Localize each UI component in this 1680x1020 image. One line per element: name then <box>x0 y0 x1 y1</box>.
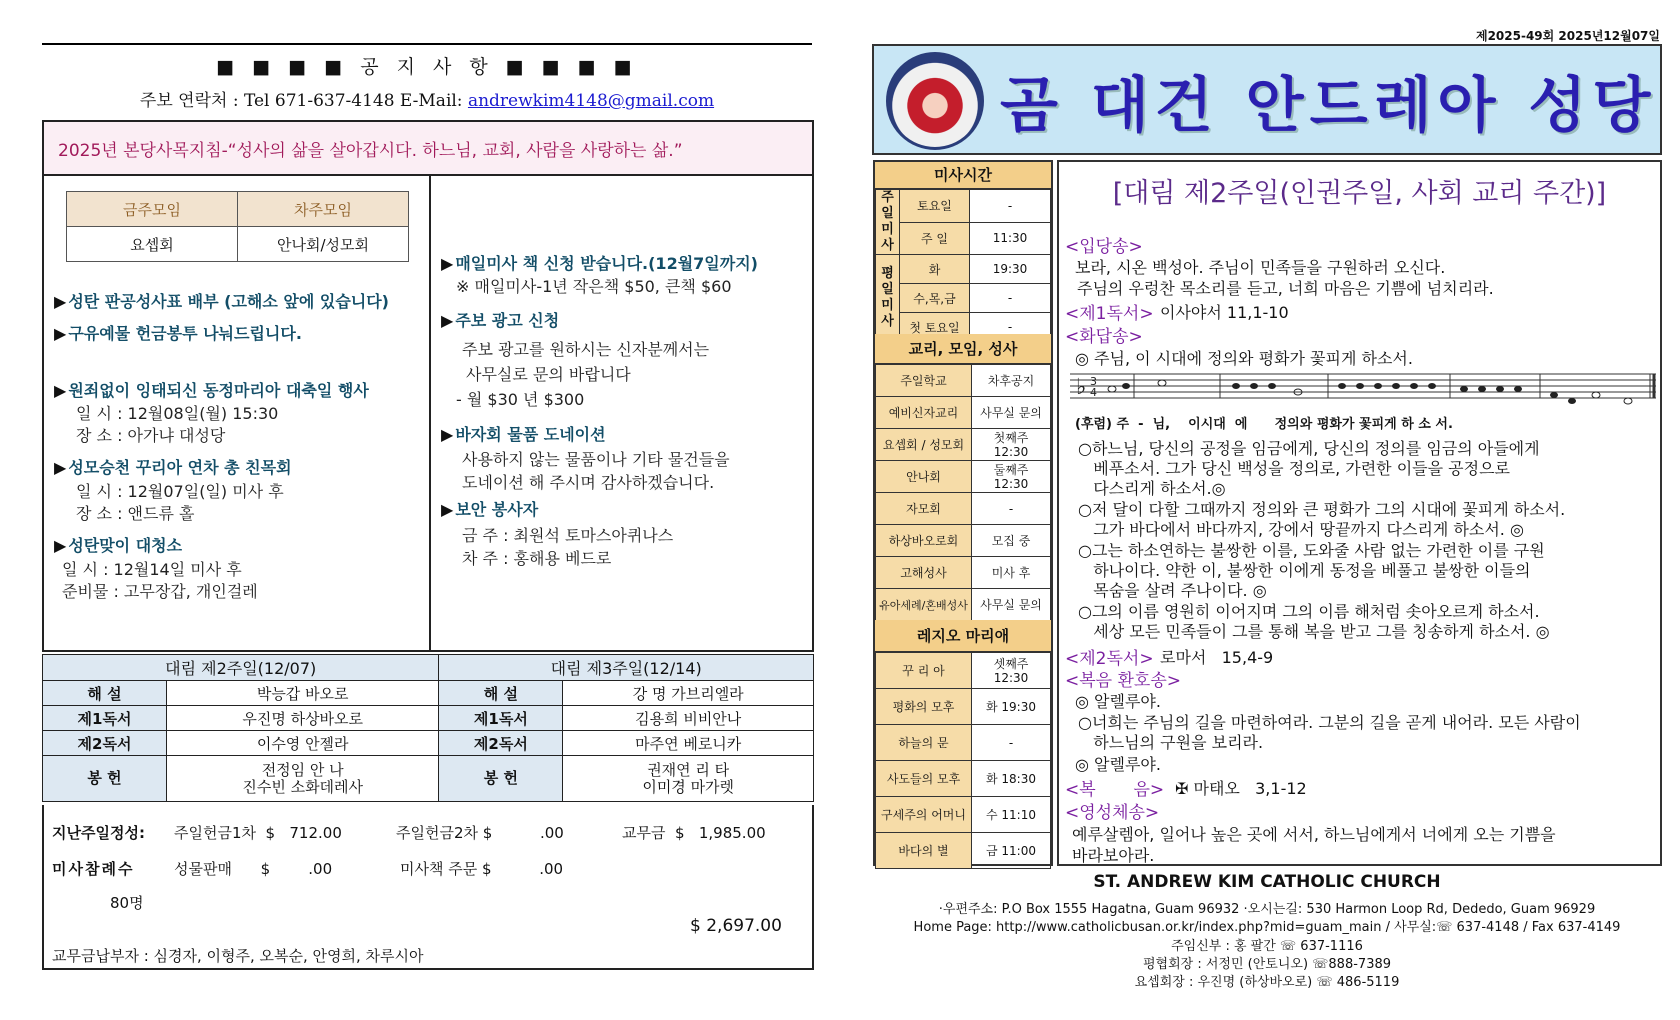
mass-day: 토요일 <box>900 190 970 223</box>
week2-title: 대림 제3주일(12/14) <box>439 655 814 681</box>
mass-time: - <box>970 284 1051 313</box>
role-label: 봉 헌 <box>43 756 167 802</box>
week2-offertory <box>563 756 814 802</box>
ministry-schedule <box>42 654 814 802</box>
section-label: <복 음> <box>1065 780 1165 800</box>
notice-heading: ▶ 매일미사 책 신청 받습니다.(12월7일까지) <box>441 251 758 274</box>
psalm-verse-line: 그가 바다에서 바다까지, 강에서 땅끝까지 다스리게 하소서. ◎ <box>1078 520 1524 539</box>
psalm-verse-line: ○그는 하소연하는 불쌍한 이를, 도와줄 사람 없는 가련한 이를 구원 <box>1078 541 1545 560</box>
this-week-meeting: 요셉회 <box>67 227 238 262</box>
psalm-verse-line: 세상 모든 민족들이 그를 통해 복을 받고 그를 칭송하게 하소서. ◎ <box>1078 622 1550 641</box>
praesidium-time <box>972 653 1051 689</box>
praesidium-name: 평화의 모후 <box>876 689 972 725</box>
activity-time <box>972 429 1051 461</box>
next-week-label: 차주모임 <box>238 192 409 227</box>
notice-line: 일 시 : 12월08일(월) 15:30 <box>76 404 279 423</box>
week1-title: 대림 제2주일(12/07) <box>43 655 439 681</box>
legio-heading: 레지오 마리애 <box>875 620 1051 652</box>
issue-number: 제2025-49회 2025년12월07일 <box>1475 29 1660 43</box>
psalm-verse-line: ○그의 이름 영원히 이어지며 그의 이름 해처럼 솟아오르게 하소서. <box>1078 602 1540 621</box>
role-label: 제1독서 <box>439 706 563 731</box>
contact-line <box>42 86 812 111</box>
psalm-verse-line: 하나이다. 약한 이, 불쌍한 이에게 동정을 베풀고 불쌍한 이들의 <box>1078 561 1531 580</box>
attendance-count: 80명 <box>110 894 144 912</box>
finance-item: 주일헌금2차 $ .00 <box>396 824 564 842</box>
notice-heading: ▶ 주보 광고 신청 <box>441 308 559 331</box>
notice-title: ■ ■ ■ ■ 공 지 사 항 ■ ■ ■ ■ <box>216 56 638 78</box>
reading-reference: 이사야서 11,1-10 <box>1160 303 1289 322</box>
activity-time-line: 12:30 <box>993 476 1029 491</box>
activities-table <box>875 364 1051 621</box>
activity-time <box>972 461 1051 493</box>
notice-line: 차 주 : 홍해용 베드로 <box>462 549 612 568</box>
schedule-sidebar <box>873 160 1053 866</box>
week1-name: 이수영 안젤라 <box>167 731 439 756</box>
praesidium-name: 사도들의 모후 <box>876 761 972 797</box>
mass-time: 11:30 <box>970 222 1051 255</box>
activity-time: 사무실 문의 <box>972 397 1051 429</box>
notice-line: 주보 광고를 원하시는 신자분께서는 <box>462 340 710 359</box>
liturgy-line: 주님의 우렁찬 목소리를 듣고, 너희 마음은 기쁨에 넘치리라. <box>1077 279 1494 298</box>
legio-table <box>875 652 1051 869</box>
notice-line: 도네이션 해 주시며 감사하겠습니다. <box>462 473 715 492</box>
role-label: 봉 헌 <box>439 756 563 802</box>
psalm-verse-line: ○하느님, 당신의 공정을 임금에게, 당신의 정의를 임금의 아들에게 <box>1078 439 1540 458</box>
psalm-verse-line: 목숨을 살려 주나이다. ◎ <box>1078 581 1267 600</box>
praesidium-time-line: 셋째주 <box>993 656 1029 671</box>
this-week-label: 금주모임 <box>67 192 238 227</box>
activity-name: 유아세례/혼배성사 <box>876 589 972 621</box>
week2-name: 이미경 마가렛 <box>642 777 735 796</box>
section-label: <화답송> <box>1065 327 1143 347</box>
notice-heading: ▶ 원죄없이 잉태되신 동정마리아 대축일 행사 <box>54 378 369 401</box>
donor-list: 교무금납부자 : 심경자, 이형주, 오복순, 안영희, 차루시아 <box>52 947 424 965</box>
activity-time-line: 12:30 <box>993 444 1029 459</box>
notice-heading: ▶ 성모승천 꾸리아 연차 총 친목회 <box>54 455 292 478</box>
attendance-label: 미사참례수 <box>52 860 135 878</box>
footer-council: 평협회장 : 서정민 (안토니오) ☏888-7389 <box>1142 957 1392 972</box>
church-title: 곰 대건 안드레아 성당 <box>1000 71 1657 141</box>
finance-item: 성물판매 $ .00 <box>174 860 333 878</box>
communion-line: 바라보아라. <box>1072 846 1155 865</box>
church-english-name: ST. ANDREW KIM CATHOLIC CHURCH <box>1093 872 1441 892</box>
psalm-verse-line: ○저 달이 다할 그때까지 정의와 큰 평화가 그의 시대에 꽃피게 하소서. <box>1078 500 1566 519</box>
finance-label: 지난주일정성: <box>52 824 145 842</box>
section-label: <영성체송> <box>1065 803 1160 823</box>
svg-text:4: 4 <box>1090 386 1097 399</box>
section-label: <복음 환호송> <box>1065 671 1182 691</box>
activity-time-line: 첫째주 <box>993 430 1029 445</box>
praesidium-name: 구세주의 어머니 <box>876 797 972 833</box>
notice-line: 일 시 : 12월14일 미사 후 <box>62 560 242 579</box>
communion-line: 예루살렘아, 일어나 높은 곳에 서서, 하느님에게서 너에게 오는 기쁨을 <box>1072 825 1556 844</box>
notice-line: 금 주 : 최원석 토마스아퀴나스 <box>462 526 674 545</box>
meeting-table <box>66 191 409 262</box>
notice-heading: ▶ 구유예물 헌금봉투 나눠드립니다. <box>54 321 302 344</box>
liturgy-line: 보라, 시온 백성아. 주님이 민족들을 구원하러 오신다. <box>1075 258 1446 277</box>
notices-divider <box>429 176 431 652</box>
week2-name: 마주연 베로니카 <box>563 731 814 756</box>
activity-name: 안나회 <box>876 461 972 493</box>
sunday-mass-label: 주일미사 <box>876 190 900 255</box>
reading-reference: 로마서 15,4-9 <box>1160 648 1274 667</box>
mass-day: 수,목,금 <box>900 284 970 313</box>
week1-name: 전정임 안 나 <box>261 760 344 779</box>
activity-time: 사무실 문의 <box>972 589 1051 621</box>
section-label: <제1독서> <box>1065 304 1154 324</box>
acclamation-line: ◎ 알렐루야. <box>1075 755 1161 774</box>
activity-time: - <box>972 493 1051 525</box>
top-rule <box>42 43 812 45</box>
activity-time: 차후공지 <box>972 365 1051 397</box>
notice-line: 사무실로 문의 바랍니다 <box>466 365 631 384</box>
praesidium-time: 화 19:30 <box>972 689 1051 725</box>
notice-line: 준비물 : 고무장갑, 개인걸레 <box>62 582 258 601</box>
music-staff <box>1070 366 1658 408</box>
week2-name: 강 명 가브리엘라 <box>563 681 814 706</box>
week2-name: 권재연 리 타 <box>647 760 730 779</box>
role-label: 제1독서 <box>43 706 167 731</box>
notice-line: ※ 매일미사-1년 작은책 $50, 큰책 $60 <box>456 277 732 296</box>
acclamation-line: ○너희는 주님의 길을 마련하여라. 그분의 길을 곧게 내어라. 모든 사람이 <box>1078 713 1581 732</box>
role-label: 해 설 <box>439 681 563 706</box>
next-week-meeting: 안나회/성모회 <box>238 227 409 262</box>
footer-contact: Home Page: http://www.catholicbusan.or.kr/index.php?mid=guam_main / 사무실:☏ 637-4148 / Fax 637-4149 <box>913 920 1621 935</box>
svg-text:♭: ♭ <box>1076 375 1087 400</box>
mass-times-table <box>875 189 1051 342</box>
parish-logo <box>886 52 984 150</box>
activity-name: 예비신자교리 <box>876 397 972 429</box>
notice-heading: ▶ 보안 봉사자 <box>441 497 538 520</box>
email-link[interactable]: andrewkim4148@gmail.com <box>467 91 715 111</box>
activities-heading: 교리, 모임, 성사 <box>875 334 1051 364</box>
praesidium-name: 꾸 리 아 <box>876 653 972 689</box>
activity-time-line: 둘째주 <box>993 462 1029 477</box>
activity-name: 자모회 <box>876 493 972 525</box>
role-label: 제2독서 <box>439 731 563 756</box>
praesidium-name: 바다의 별 <box>876 833 972 869</box>
gospel-reference: ✠ 마태오 3,1-12 <box>1175 779 1307 798</box>
activity-name: 하상바오로회 <box>876 525 972 557</box>
week1-name: 박능갑 바오로 <box>167 681 439 706</box>
mass-day: 주 일 <box>900 222 970 255</box>
notice-heading: ▶ 성탄맞이 대청소 <box>54 533 182 556</box>
praesidium-time-line: 12:30 <box>993 670 1029 685</box>
activity-time: 모집 중 <box>972 525 1051 557</box>
notice-line: 사용하지 않는 물품이나 기타 물건들을 <box>462 450 730 469</box>
contact-label: 주보 연락처 : Tel 671-637-4148 E-Mail: <box>139 91 468 111</box>
praesidium-name: 하늘의 문 <box>876 725 972 761</box>
notice-line: 장 소 : 아가냐 대성당 <box>76 426 226 445</box>
mass-times-heading: 미사시간 <box>875 162 1051 189</box>
week2-name: 김용희 비비안나 <box>563 706 814 731</box>
activity-name: 요셉회 / 성모회 <box>876 429 972 461</box>
mass-time: - <box>970 190 1051 223</box>
pastoral-motto: 2025년 본당사목지침-“성사의 삶을 살아갑시다. 하느님, 교회, 사람을 사랑하는 삶.” <box>42 120 814 176</box>
finance-item: 교무금 $ 1,985.00 <box>622 824 766 842</box>
psalm-response: ◎ 주님, 이 시대에 정의와 평화가 꽃피게 하소서. <box>1075 349 1413 368</box>
praesidium-time: 수 11:10 <box>972 797 1051 833</box>
mass-day: 첫 토요일 <box>900 313 970 342</box>
notice-line: 일 시 : 12월07일(일) 미사 후 <box>76 482 284 501</box>
week1-name: 진수빈 소화데레사 <box>242 777 364 796</box>
acclamation-line: 하느님의 구원을 보리라. <box>1078 733 1264 752</box>
praesidium-time: 금 11:00 <box>972 833 1051 869</box>
mass-time: 19:30 <box>970 255 1051 284</box>
footer-address: ·우편주소: P.O Box 1555 Hagatna, Guam 96932 ·오시는길: 530 Harmon Loop Rd, Dededo, Guam 96929 <box>938 902 1596 917</box>
psalm-verse-line: 베푸소서. 그가 당신 백성을 정의로, 가련한 이들을 공정으로 <box>1078 459 1510 478</box>
liturgy-title: [대림 제2주일(인권주일, 사회 교리 주간)] <box>1112 178 1607 209</box>
weekday-mass-label: 평일미사 <box>876 255 900 342</box>
week1-name: 우진명 하상바오로 <box>167 706 439 731</box>
finance-item: 주일헌금1차 $ 712.00 <box>174 824 342 842</box>
notice-heading: ▶ 바자회 물품 도네이션 <box>441 422 606 445</box>
finance-total: $ 2,697.00 <box>690 916 782 936</box>
footer-joseph: 요셉회장 : 우진명 (하상바오로) ☏ 486-5119 <box>1134 975 1400 990</box>
activity-name: 고해성사 <box>876 557 972 589</box>
notice-line: 장 소 : 앤드류 홀 <box>76 504 195 523</box>
role-label: 제2독서 <box>43 731 167 756</box>
notice-line: - 월 $30 년 $300 <box>456 390 585 409</box>
praesidium-time: 화 18:30 <box>972 761 1051 797</box>
activity-time: 미사 후 <box>972 557 1051 589</box>
footer-pastor: 주임신부 : 홍 팔간 ☏ 637-1116 <box>1171 939 1363 954</box>
mass-day: 화 <box>900 255 970 284</box>
section-label: <제2독서> <box>1065 649 1154 669</box>
psalm-verse-line: 다스리게 하소서.◎ <box>1078 479 1226 498</box>
praesidium-time: - <box>972 725 1051 761</box>
notice-heading: ▶ 성탄 판공성사표 배부 (고해소 앞에 있습니다) <box>54 289 389 312</box>
psalm-lyrics: (후렴) 주 - 님, 이시대 에 정의와 평화가 꽃피게 하 소 서. <box>1075 417 1453 432</box>
svg-text:3: 3 <box>1090 375 1097 388</box>
week1-offertory <box>167 756 439 802</box>
activity-name: 주일학교 <box>876 365 972 397</box>
finance-item: 미사책 주문 $ .00 <box>400 860 564 878</box>
mass-time: - <box>970 313 1051 342</box>
role-label: 해 설 <box>43 681 167 706</box>
section-label: <입당송> <box>1065 237 1143 257</box>
acclamation-line: ◎ 알렐루야. <box>1075 692 1161 711</box>
